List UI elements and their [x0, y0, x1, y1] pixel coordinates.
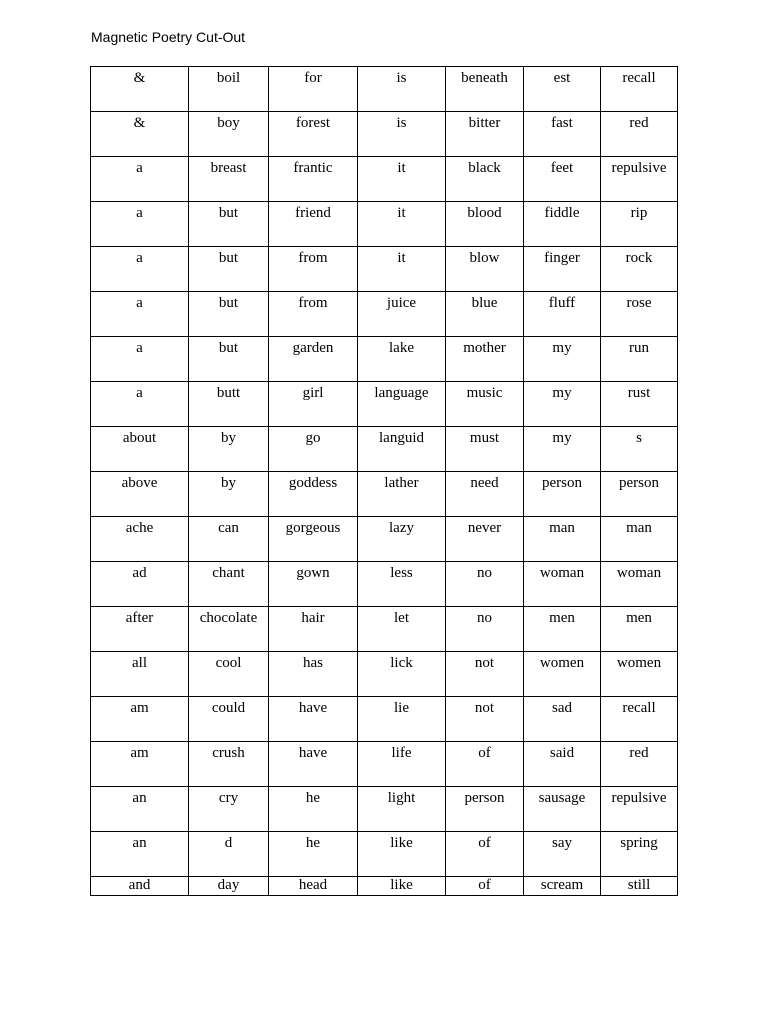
word-cell: finger [524, 247, 601, 292]
word-cell: recall [601, 697, 678, 742]
word-cell: said [524, 742, 601, 787]
word-cell: man [524, 517, 601, 562]
word-cell: lazy [358, 517, 446, 562]
word-cell: sad [524, 697, 601, 742]
word-cell: like [358, 832, 446, 877]
word-cell: of [446, 877, 524, 896]
word-cell: am [91, 742, 189, 787]
word-cell: blood [446, 202, 524, 247]
word-cell: light [358, 787, 446, 832]
word-cell: chant [189, 562, 269, 607]
word-cell: is [358, 112, 446, 157]
word-cell: women [524, 652, 601, 697]
word-cell: but [189, 247, 269, 292]
word-cell: gorgeous [269, 517, 358, 562]
word-cell: day [189, 877, 269, 896]
word-cell: it [358, 247, 446, 292]
table-row [91, 877, 678, 896]
word-cell: and [91, 877, 189, 896]
word-cell: my [524, 337, 601, 382]
word-cell: by [189, 472, 269, 517]
word-cell: feet [524, 157, 601, 202]
word-cell: an [91, 787, 189, 832]
word-cell: juice [358, 292, 446, 337]
word-cell: breast [189, 157, 269, 202]
word-cell: cool [189, 652, 269, 697]
table-row [91, 427, 678, 472]
word-table [90, 66, 678, 896]
word-cell: am [91, 697, 189, 742]
word-cell: can [189, 517, 269, 562]
table-row [91, 742, 678, 787]
word-cell: repulsive [601, 157, 678, 202]
word-cell: need [446, 472, 524, 517]
word-cell: s [601, 427, 678, 472]
word-cell: a [91, 382, 189, 427]
table-row [91, 517, 678, 562]
word-cell: no [446, 607, 524, 652]
word-cell: butt [189, 382, 269, 427]
word-cell: men [524, 607, 601, 652]
word-cell: he [269, 787, 358, 832]
word-cell: sausage [524, 787, 601, 832]
table-row [91, 202, 678, 247]
word-cell: must [446, 427, 524, 472]
word-cell: fast [524, 112, 601, 157]
table-row [91, 247, 678, 292]
word-cell: music [446, 382, 524, 427]
word-cell: but [189, 292, 269, 337]
table-row [91, 562, 678, 607]
word-cell: scream [524, 877, 601, 896]
word-cell: life [358, 742, 446, 787]
word-cell: woman [524, 562, 601, 607]
word-cell: all [91, 652, 189, 697]
word-cell: he [269, 832, 358, 877]
word-cell: lake [358, 337, 446, 382]
word-cell: above [91, 472, 189, 517]
word-cell: a [91, 292, 189, 337]
word-cell: a [91, 337, 189, 382]
word-cell: like [358, 877, 446, 896]
table-row [91, 67, 678, 112]
word-cell: crush [189, 742, 269, 787]
word-cell: man [601, 517, 678, 562]
word-cell: is [358, 67, 446, 112]
word-cell: have [269, 697, 358, 742]
word-cell: could [189, 697, 269, 742]
word-cell: red [601, 112, 678, 157]
word-cell: never [446, 517, 524, 562]
word-cell: my [524, 427, 601, 472]
word-cell: person [446, 787, 524, 832]
word-cell: after [91, 607, 189, 652]
word-cell: for [269, 67, 358, 112]
table-row [91, 292, 678, 337]
word-cell: not [446, 652, 524, 697]
word-cell: d [189, 832, 269, 877]
table-row [91, 787, 678, 832]
word-cell: but [189, 337, 269, 382]
word-cell: but [189, 202, 269, 247]
word-cell: rock [601, 247, 678, 292]
word-cell: less [358, 562, 446, 607]
word-cell: girl [269, 382, 358, 427]
word-cell: fluff [524, 292, 601, 337]
table-row [91, 832, 678, 877]
word-cell: no [446, 562, 524, 607]
word-cell: forest [269, 112, 358, 157]
word-cell: bitter [446, 112, 524, 157]
word-cell: woman [601, 562, 678, 607]
word-cell: blue [446, 292, 524, 337]
table-row [91, 382, 678, 427]
word-cell: of [446, 742, 524, 787]
word-cell: still [601, 877, 678, 896]
word-cell: frantic [269, 157, 358, 202]
word-cell: lather [358, 472, 446, 517]
table-row [91, 697, 678, 742]
word-cell: repulsive [601, 787, 678, 832]
word-cell: let [358, 607, 446, 652]
word-cell: recall [601, 67, 678, 112]
word-cell: it [358, 202, 446, 247]
document-title: Magnetic Poetry Cut-Out [91, 29, 246, 45]
word-cell: not [446, 697, 524, 742]
table-row [91, 157, 678, 202]
word-cell: rose [601, 292, 678, 337]
word-cell: a [91, 202, 189, 247]
word-cell: est [524, 67, 601, 112]
word-cell: my [524, 382, 601, 427]
word-cell: red [601, 742, 678, 787]
word-cell: about [91, 427, 189, 472]
word-cell: black [446, 157, 524, 202]
word-cell: have [269, 742, 358, 787]
word-cell: by [189, 427, 269, 472]
word-cell: rip [601, 202, 678, 247]
word-cell: has [269, 652, 358, 697]
word-cell: cry [189, 787, 269, 832]
word-cell: a [91, 247, 189, 292]
word-cell: it [358, 157, 446, 202]
word-cell: & [91, 67, 189, 112]
word-cell: hair [269, 607, 358, 652]
word-cell: boy [189, 112, 269, 157]
word-cell: goddess [269, 472, 358, 517]
word-cell: head [269, 877, 358, 896]
word-cell: from [269, 247, 358, 292]
word-cell: gown [269, 562, 358, 607]
word-cell: person [601, 472, 678, 517]
word-cell: languid [358, 427, 446, 472]
word-cell: run [601, 337, 678, 382]
word-cell: from [269, 292, 358, 337]
table-row [91, 337, 678, 382]
word-cell: beneath [446, 67, 524, 112]
table-row [91, 652, 678, 697]
word-cell: women [601, 652, 678, 697]
word-cell: ad [91, 562, 189, 607]
word-cell: person [524, 472, 601, 517]
table-row [91, 112, 678, 157]
word-cell: boil [189, 67, 269, 112]
word-cell: a [91, 157, 189, 202]
word-cell: blow [446, 247, 524, 292]
word-cell: lie [358, 697, 446, 742]
word-cell: mother [446, 337, 524, 382]
word-cell: garden [269, 337, 358, 382]
table-row [91, 472, 678, 517]
word-table-body [91, 67, 678, 896]
word-cell: rust [601, 382, 678, 427]
word-cell: language [358, 382, 446, 427]
word-cell: spring [601, 832, 678, 877]
word-cell: go [269, 427, 358, 472]
word-cell: of [446, 832, 524, 877]
table-row [91, 607, 678, 652]
word-cell: & [91, 112, 189, 157]
word-cell: say [524, 832, 601, 877]
word-cell: men [601, 607, 678, 652]
word-cell: an [91, 832, 189, 877]
word-cell: friend [269, 202, 358, 247]
word-cell: ache [91, 517, 189, 562]
word-cell: fiddle [524, 202, 601, 247]
word-cell: lick [358, 652, 446, 697]
word-cell: chocolate [189, 607, 269, 652]
